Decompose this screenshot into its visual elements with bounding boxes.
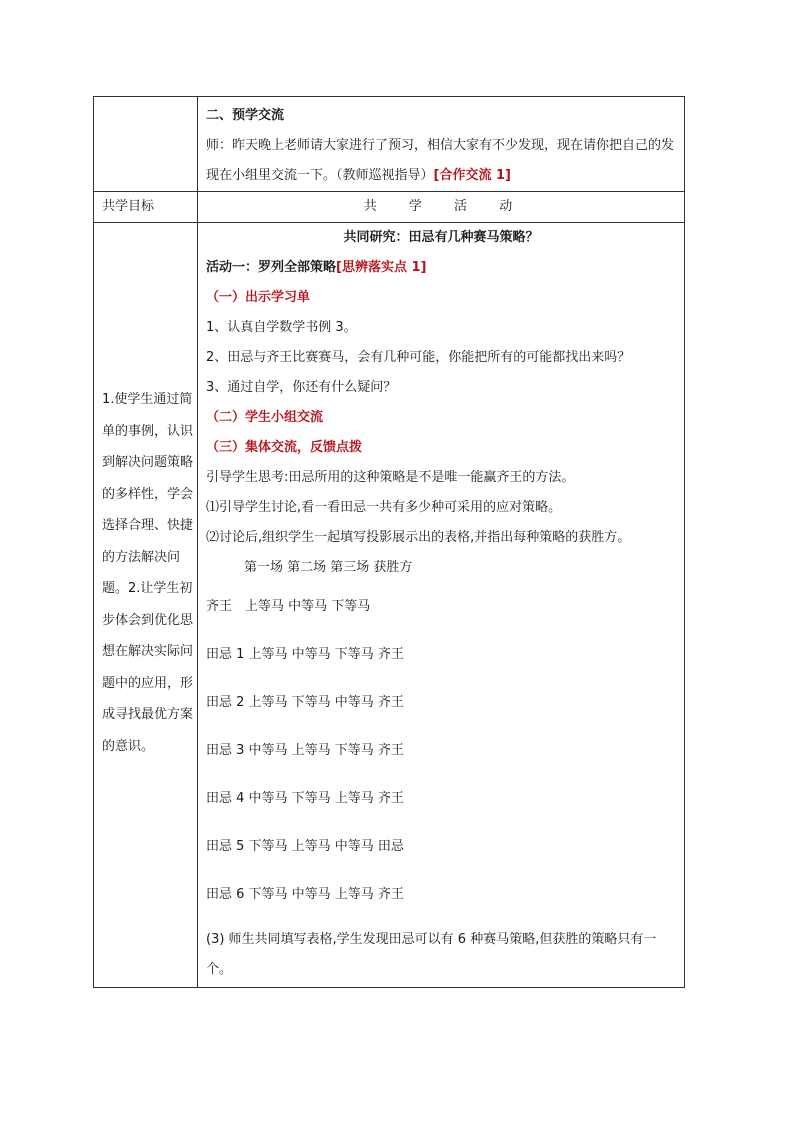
item-two: 2、田忌与齐王比赛赛马，会有几种可能，你能把所有的可能都找出来吗？ [206,350,631,365]
item-one: 1、认真自学数学书例 3。 [206,320,357,335]
strategy-row: 田忌 1 上等马 中等马 下等马 齐王 [206,647,404,662]
header-activities-cell [198,192,685,223]
section-two-title: 二、预学交流 [206,108,285,123]
point-two: ⑵讨论后,组织学生一起填写投影展示出的表格,并指出每种策略的获胜方。 [206,530,631,545]
pre-study-cell [198,97,685,192]
activity-one-tag: [思辨落实点 1] [336,260,427,275]
header-row [94,192,685,223]
item-three: 3、通过自学，你还有什么疑问？ [206,380,397,395]
step-two: （二）学生小组交流 [206,410,324,425]
cooperation-tag: [合作交流 1] [433,168,511,183]
activities-cell [198,223,685,988]
point-three: (3) 师生共同填写表格,学生发现田忌可以有 6 种赛马策略,但获胜的策略只有一个。 [206,932,657,977]
teacher-text: 师：昨天晚上老师请大家进行了预习，相信大家有不少发现，现在请你把自己的发现在小组里交流一下。（教师巡视指导）[合作交流 1] [206,138,675,183]
goals-text: 1.使学生通过简单的事例，认识到解决问题策略的多样性，学会选择合理、快捷的方法解决问题。2.让学生初步体会到优化思想在解决实际问题中的应用，形成寻找最优方案的意识。 [102,392,194,754]
strategy-table-header: 第一场 第二场 第三场 获胜方 [244,560,413,575]
point-one: ⑴引导学生讨论,看一看田忌一共有多少种可采用的应对策略。 [206,500,562,515]
empty-goal-cell [94,97,198,192]
strategy-row: 田忌 5 下等马 上等马 中等马 田忌 [206,839,404,854]
pre-study-row [94,97,685,192]
step-one: （一）出示学习单 [206,290,311,305]
strategy-row: 田忌 4 中等马 下等马 上等马 齐王 [206,791,404,806]
guide-text: 引导学生思考:田忌所用的这种策略是不是唯一能赢齐王的方法。 [206,470,575,485]
header-activities: 共 学 活 动 [363,199,527,214]
header-goals-cell [94,192,198,223]
strategy-row: 齐王 上等马 中等马 下等马 [206,599,371,614]
main-question: 共同研究：田忌有几种赛马策略？ [343,230,539,245]
strategy-row: 田忌 6 下等马 中等马 上等马 齐王 [206,887,404,902]
content-row [94,223,685,988]
activity-one: 活动一：罗列全部策略[思辨落实点 1] [206,260,427,275]
lesson-plan-table [93,96,685,988]
strategy-row: 田忌 3 中等马 上等马 下等马 齐王 [206,743,404,758]
step-three: （三）集体交流，反馈点拨 [206,440,363,455]
goals-cell [94,223,198,988]
strategy-row: 田忌 2 上等马 下等马 中等马 齐王 [206,695,404,710]
header-goals: 共学目标 [102,199,155,214]
